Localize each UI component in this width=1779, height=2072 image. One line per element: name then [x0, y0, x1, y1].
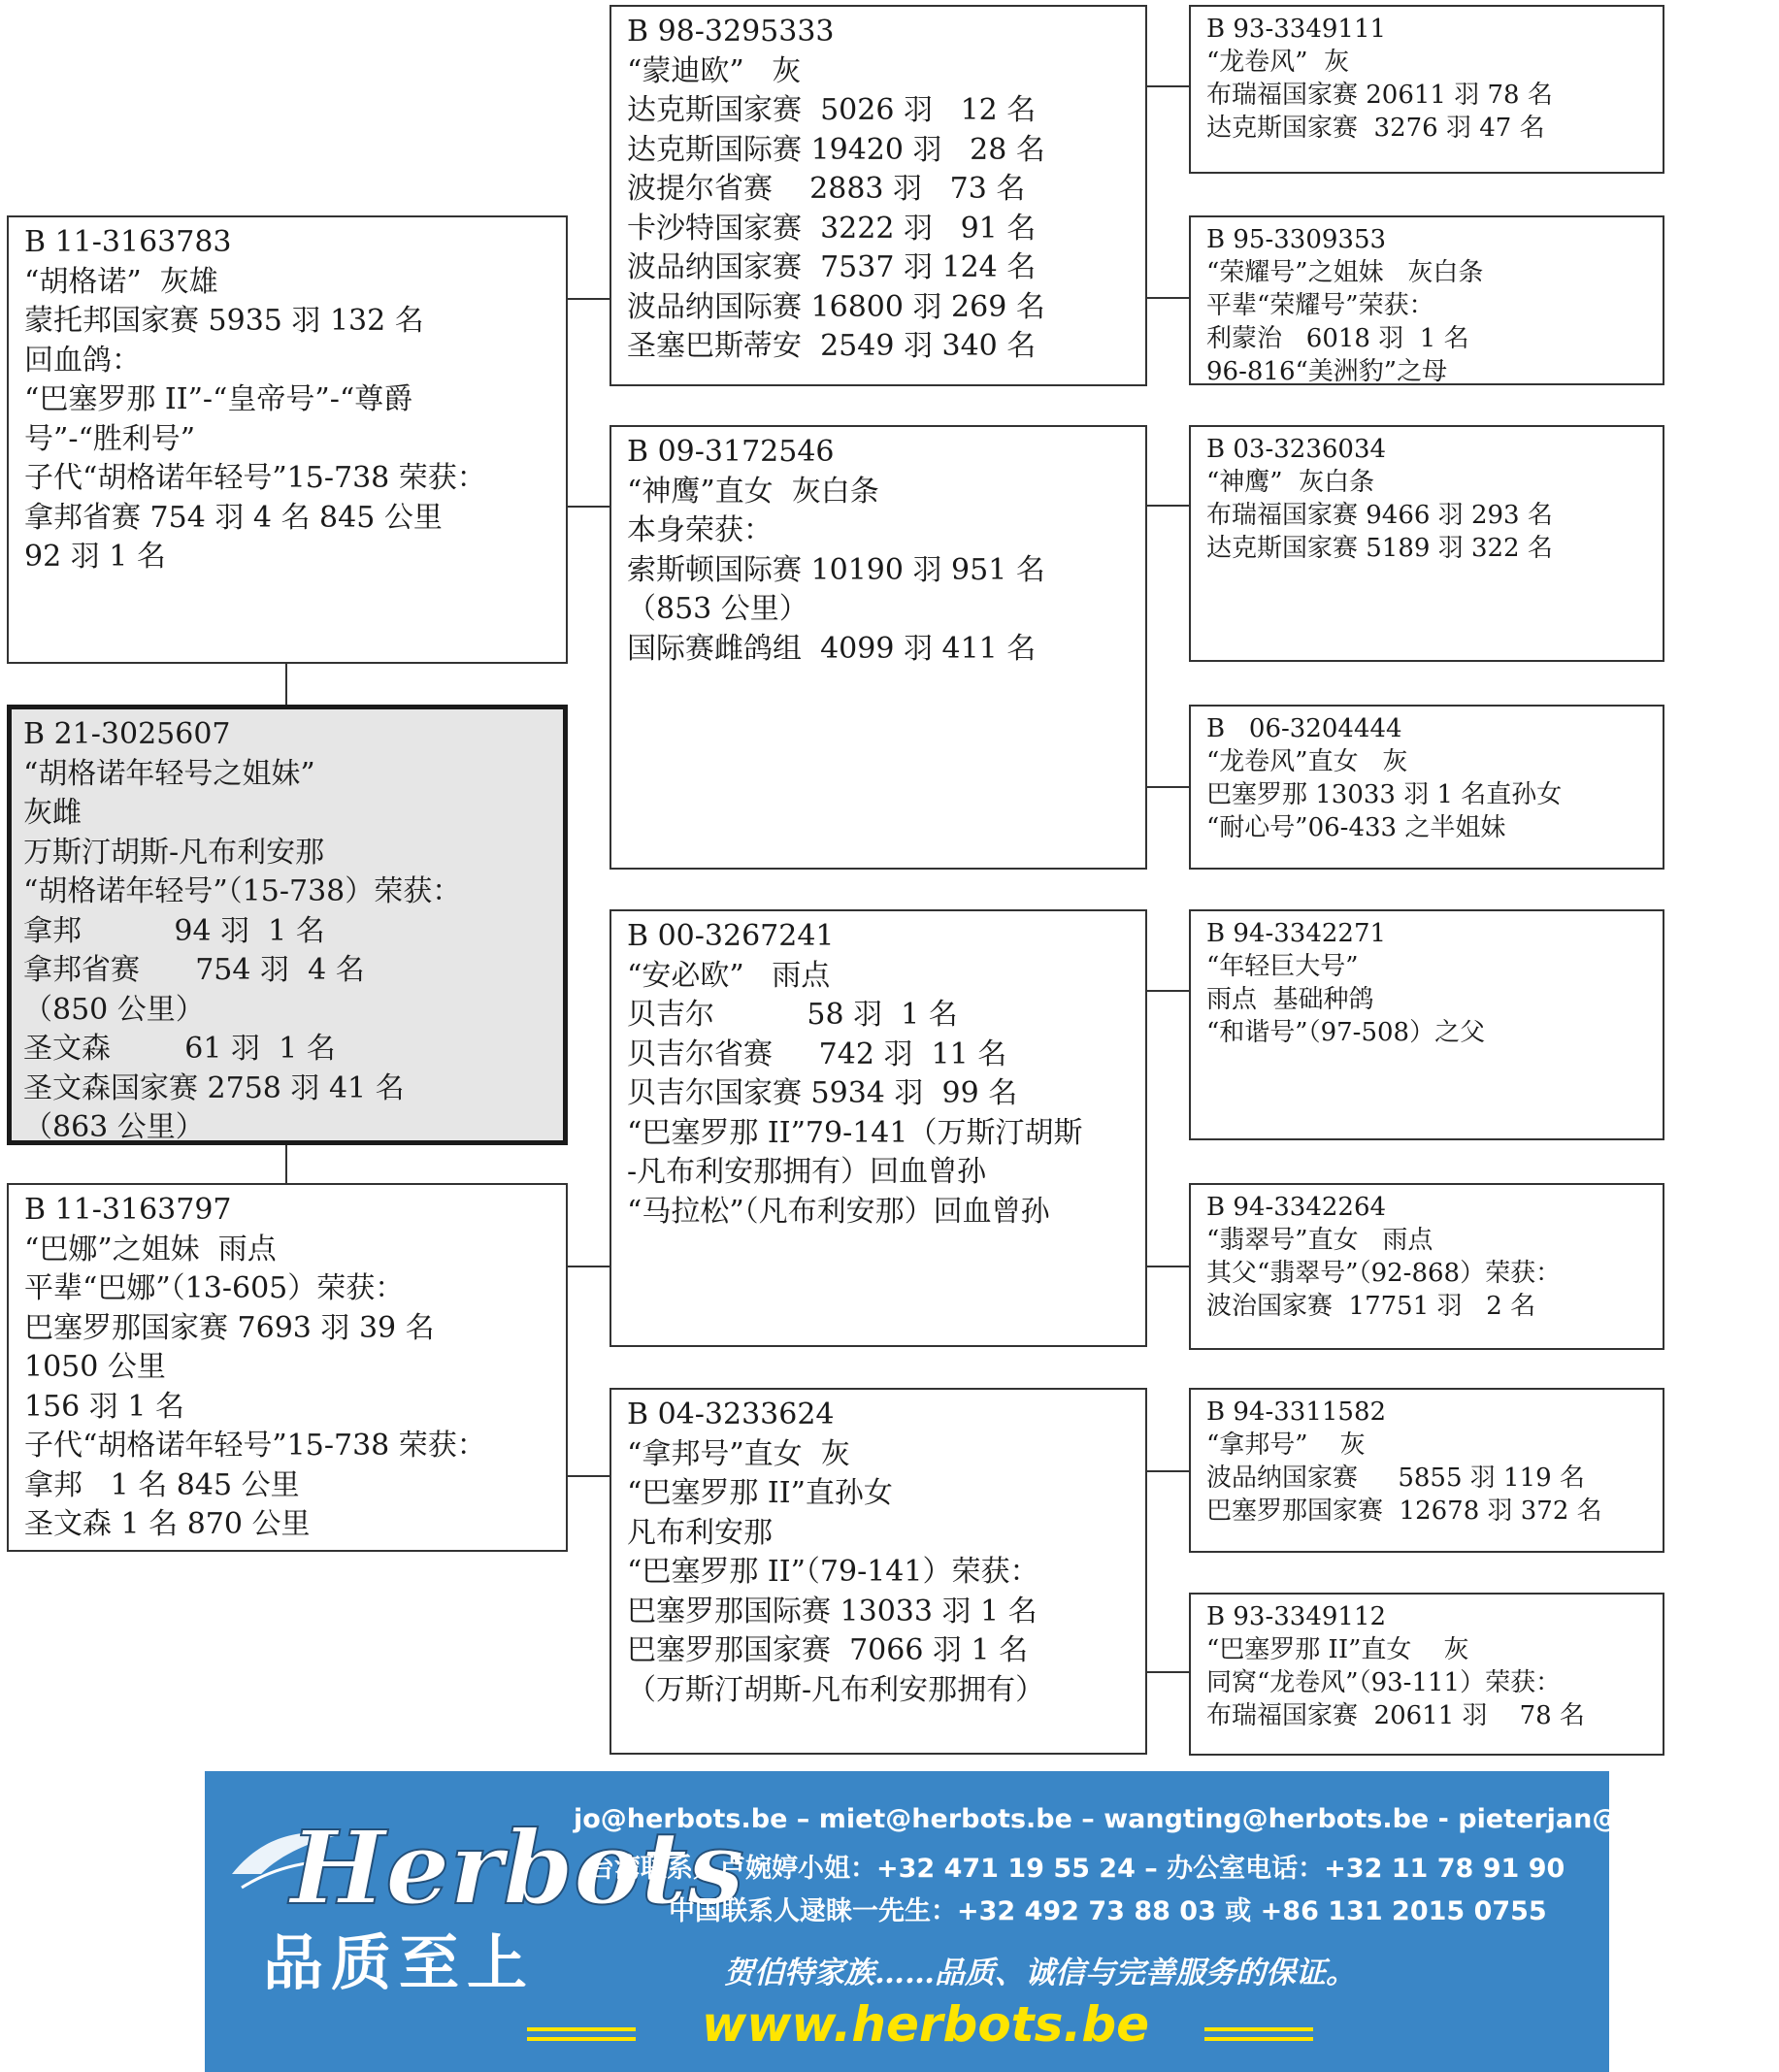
ss-line: 达克斯国家赛 5026 羽 12 名	[627, 93, 1037, 127]
decor-line-left-bottom	[527, 2037, 636, 2041]
sire-line: 号”-“胜利号”	[24, 421, 196, 456]
sire-box	[7, 215, 568, 664]
subject-line: 拿邦省赛 754 羽 4 名	[23, 953, 365, 987]
connector-g3-5	[1145, 990, 1190, 992]
g3-line: 波品纳国家赛 5855 羽 119 名	[1206, 1464, 1585, 1493]
sd-line: 索斯顿国际赛 10190 羽 951 名	[627, 552, 1045, 587]
g3-line: “耐心号”06-433 之半姐妹	[1206, 813, 1506, 842]
connector-g3-8	[1145, 1671, 1190, 1673]
ss-ring-number: B 98-3295333	[627, 15, 835, 49]
g3-line: 利蒙治 6018 羽 1 名	[1206, 324, 1469, 353]
sd-line: （853 公里）	[627, 592, 808, 626]
g3-line: 同窝“龙卷风”（93-111）荣获：	[1206, 1668, 1562, 1697]
connector-g3-6	[1145, 1266, 1190, 1267]
g3-line: 平辈“荣耀号”荣获：	[1206, 291, 1434, 320]
ds-line: -凡布利安那拥有）回血曾孙	[627, 1155, 987, 1189]
dam-box	[7, 1183, 568, 1552]
footer-banner	[205, 1771, 1779, 2072]
sd-name: “神鹰”直女 灰白条	[627, 474, 879, 509]
ss-line: 波品纳国际赛 16800 羽 269 名	[627, 289, 1045, 324]
ss-line: 卡沙特国家赛 3222 羽 91 名	[627, 211, 1037, 246]
g3-ring-number: B 94-3342264	[1206, 1193, 1387, 1222]
connector-g3-2	[1145, 297, 1190, 299]
connector-g3-1	[1145, 85, 1190, 87]
g3-line: 巴塞罗那国家赛 12678 羽 372 名	[1206, 1496, 1602, 1526]
dam-line: 156 羽 1 名	[24, 1389, 184, 1424]
dam-line: 拿邦 1 名 845 公里	[24, 1467, 300, 1502]
dd-line: （万斯汀胡斯-凡布利安那拥有）	[627, 1672, 1045, 1707]
ss-line: 圣塞巴斯蒂安 2549 羽 340 名	[627, 329, 1037, 363]
g3-ring-number: B 93-3349111	[1206, 15, 1387, 44]
g3-name: “年轻巨大号”	[1206, 952, 1359, 981]
dam-ring-number: B 11-3163797	[24, 1193, 232, 1227]
connector-sire-to-sd	[567, 506, 611, 508]
ss-name: “蒙迪欧” 灰	[627, 53, 802, 88]
dd-name: “拿邦号”直女 灰	[627, 1436, 850, 1471]
g3-line: 布瑞福国家赛 20611 羽 78 名	[1206, 81, 1553, 110]
dd-line: “巴塞罗那 II”直孙女	[627, 1476, 893, 1510]
connector-g3-7	[1145, 1470, 1190, 1472]
g3-name: “龙卷风”直女 灰	[1206, 747, 1408, 776]
g3-line: 布瑞福国家赛 20611 羽 78 名	[1206, 1701, 1585, 1730]
g3-line: 巴塞罗那 13033 羽 1 名直孙女	[1206, 780, 1563, 809]
sire-line: 拿邦省赛 754 羽 4 名 845 公里	[24, 500, 443, 535]
g3-box-8	[1189, 1593, 1664, 1756]
dam-dam-box	[609, 1388, 1147, 1755]
sire-line: 子代“胡格诺年轻号”15-738 荣获：	[24, 461, 486, 495]
g3-box-5	[1189, 909, 1664, 1140]
subject-ring-number: B 21-3025607	[23, 717, 231, 751]
g3-name: “巴塞罗那 II”直女 灰	[1206, 1635, 1469, 1664]
ss-line: 波品纳国家赛 7537 羽 124 名	[627, 250, 1037, 284]
decor-line-right-bottom	[1204, 2037, 1313, 2041]
dd-line: 凡布利安那	[627, 1515, 773, 1550]
ds-line: 贝吉尔省赛 742 羽 11 名	[627, 1036, 1007, 1071]
tagline: 贺伯特家族……品质、诚信与完善服务的保证。	[724, 1956, 1356, 1990]
g3-name: “神鹰” 灰白条	[1206, 468, 1375, 497]
ds-name: “安必欧” 雨点	[627, 958, 831, 993]
sire-line: 92 羽 1 名	[24, 540, 166, 574]
ds-line: “巴塞罗那 II”79-141（万斯汀胡斯	[627, 1115, 1083, 1150]
ds-ring-number: B 00-3267241	[627, 919, 835, 953]
sire-sire-box	[609, 5, 1147, 386]
g3-ring-number: B 06-3204444	[1206, 714, 1402, 743]
g3-ring-number: B 94-3342271	[1206, 919, 1387, 948]
subject-line: 万斯汀胡斯-凡布利安那	[23, 835, 325, 870]
china-contact: 中国联系人逯睐一先生：+32 492 73 88 03 或 +86 131 2015 0755	[669, 1896, 1547, 1926]
connector-dam-vertical	[285, 1144, 287, 1183]
g3-box-4	[1189, 705, 1664, 870]
g3-ring-number: B 93-3349112	[1206, 1602, 1387, 1631]
g3-line: 达克斯国家赛 3276 羽 47 名	[1206, 114, 1545, 143]
decor-line-right-top	[1204, 2027, 1313, 2031]
g3-line: 其父“翡翠号”（92-868）荣获：	[1206, 1259, 1562, 1288]
sire-line: 回血鸽：	[24, 343, 141, 378]
subject-line: （850 公里）	[23, 992, 205, 1027]
ds-line: 贝吉尔 58 羽 1 名	[627, 998, 958, 1032]
subject-line: （863 公里）	[23, 1110, 205, 1144]
dam-line: 子代“胡格诺年轻号”15-738 荣获：	[24, 1429, 486, 1463]
g3-box-3	[1189, 425, 1664, 662]
connector-g3-3	[1145, 505, 1190, 507]
sd-ring-number: B 09-3172546	[627, 435, 835, 469]
ss-line: 达克斯国际赛 19420 羽 28 名	[627, 132, 1045, 167]
connector-sire-to-ss	[567, 298, 611, 300]
dd-ring-number: B 04-3233624	[627, 1398, 835, 1431]
g3-name: “龙卷风” 灰	[1206, 48, 1350, 77]
subject-line: 圣文森国家赛 2758 羽 41 名	[23, 1070, 405, 1105]
g3-box-1	[1189, 5, 1664, 174]
sd-line: 国际赛雌鸽组 4099 羽 411 名	[627, 631, 1037, 666]
connector-dam-to-dd	[567, 1475, 611, 1477]
dam-name: “巴娜”之姐妹 雨点	[24, 1232, 277, 1266]
subject-line: 圣文森 61 羽 1 名	[23, 1032, 336, 1066]
g3-line: 雨点 基础种鸽	[1206, 985, 1374, 1014]
g3-ring-number: B 94-3311582	[1206, 1398, 1387, 1427]
g3-line: 达克斯国家赛 5189 羽 322 名	[1206, 534, 1553, 563]
sire-ring-number: B 11-3163783	[24, 225, 232, 259]
subject-name: “胡格诺年轻号之姐妹”	[23, 756, 315, 791]
email-list: jo@herbots.be – miet@herbots.be – wangting@herbots.be - pieterjan@herbots.be	[574, 1804, 1779, 1834]
dd-line: 巴塞罗那国际赛 13033 羽 1 名	[627, 1594, 1038, 1628]
g3-line: 波治国家赛 17751 羽 2 名	[1206, 1292, 1536, 1321]
connector-dam-to-ds	[567, 1266, 611, 1267]
dd-line: “巴塞罗那 II”（79-141）荣获：	[627, 1555, 1039, 1589]
g3-line: 布瑞福国家赛 9466 羽 293 名	[1206, 501, 1553, 530]
dam-line: 平辈“巴娜”（13-605）荣获：	[24, 1271, 405, 1305]
g3-line: “和谐号”（97-508）之父	[1206, 1018, 1486, 1047]
g3-box-6	[1189, 1183, 1664, 1350]
g3-line: 96-816“美洲豹”之母	[1206, 357, 1448, 386]
connector-g3-4	[1145, 786, 1190, 788]
dam-line: 巴塞罗那国家赛 7693 羽 39 名	[24, 1310, 435, 1345]
subject-line: “胡格诺年轻号”（15-738）荣获：	[23, 874, 462, 908]
sire-line: 蒙托邦国家赛 5935 羽 132 名	[24, 304, 424, 338]
dd-line: 巴塞罗那国家赛 7066 羽 1 名	[627, 1633, 1029, 1667]
connector-sire-vertical	[285, 662, 287, 705]
g3-name: “翡翠号”直女 雨点	[1206, 1226, 1433, 1255]
ss-line: 波提尔省赛 2883 羽 73 名	[627, 172, 1026, 206]
dam-line: 圣文森 1 名 870 公里	[24, 1507, 311, 1541]
website-link[interactable]: www.herbots.be	[702, 1996, 1150, 2053]
decor-line-left-top	[527, 2027, 636, 2031]
g3-ring-number: B 03-3236034	[1206, 435, 1387, 464]
g3-box-7	[1189, 1388, 1664, 1553]
ds-line: 贝吉尔国家赛 5934 羽 99 名	[627, 1076, 1018, 1110]
subject-line: 灰雌	[23, 796, 82, 830]
logo-wordmark: Herbots	[290, 1808, 744, 1927]
g3-box-2	[1189, 215, 1664, 385]
g3-ring-number: B 95-3309353	[1206, 225, 1387, 254]
g3-name: “拿邦号” 灰	[1206, 1431, 1366, 1460]
sire-dam-box	[609, 425, 1147, 870]
ds-line: “马拉松”（凡布利安那）回血曾孙	[627, 1194, 1050, 1229]
g3-name: “荣耀号”之姐妹 灰白条	[1206, 258, 1484, 287]
sire-name: “胡格诺” 灰雄	[24, 264, 218, 299]
slogan: 品质至上	[263, 1927, 536, 1998]
dam-line: 1050 公里	[24, 1350, 166, 1384]
subject-line: 拿邦 94 羽 1 名	[23, 913, 325, 948]
dam-sire-box	[609, 909, 1147, 1347]
sire-line: “巴塞罗那 II”-“皇帝号”-“尊爵	[24, 382, 413, 416]
sd-line: 本身荣获：	[627, 513, 773, 547]
subject-box	[7, 705, 568, 1145]
taiwan-contact: 台湾联系人卢婉婷小姐：+32 471 19 55 24 – 办公室电话：+32 11 78 91 90	[588, 1854, 1565, 1884]
